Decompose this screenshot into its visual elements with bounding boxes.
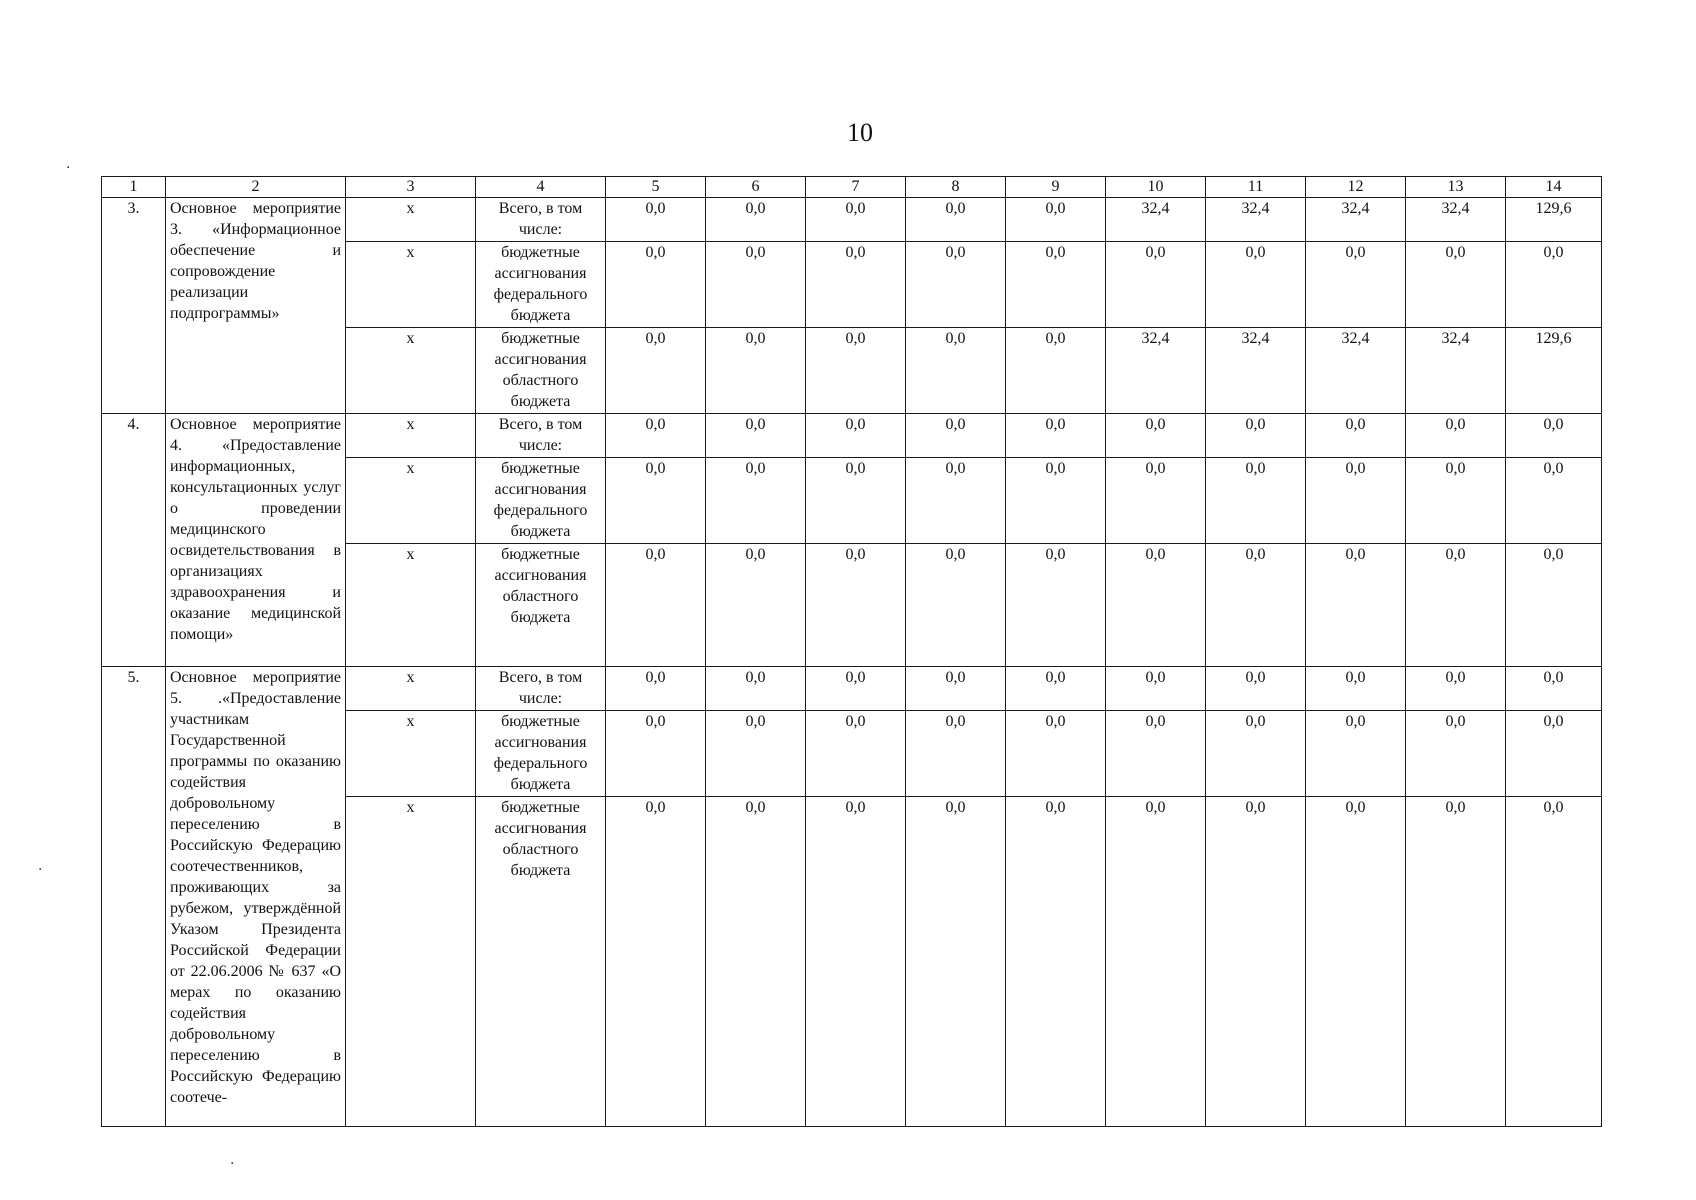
column-header: 3 xyxy=(346,177,476,198)
row-number: 5. xyxy=(102,667,166,1127)
value-cell: 32,4 xyxy=(1306,198,1406,242)
column-header: 13 xyxy=(1406,177,1506,198)
value-cell: 0,0 xyxy=(1506,544,1602,667)
column-3-cell: х xyxy=(346,328,476,414)
table-row xyxy=(102,667,1602,711)
value-cell: 0,0 xyxy=(906,797,1006,1127)
activity-name: Основное мероприятие 5. .«Предоставление участникам Государственной программы по оказанию содействия добровольному переселению в Российскую Федерацию соотечественников, проживающих за рубежом, утверждённой Указом Президента Российской Федерации от 22.06.2006 № 637 «О мерах по оказанию содействия добровольному переселению в Российскую Федерацию соотече- xyxy=(166,667,346,1127)
funding-source-label: Всего, в том числе: xyxy=(476,414,606,458)
value-cell: 0,0 xyxy=(606,242,706,328)
value-cell: 0,0 xyxy=(806,711,906,797)
column-3-cell: х xyxy=(346,544,476,667)
column-header: 4 xyxy=(476,177,606,198)
column-header: 6 xyxy=(706,177,806,198)
column-header: 10 xyxy=(1106,177,1206,198)
value-cell: 0,0 xyxy=(1106,667,1206,711)
value-cell: 32,4 xyxy=(1206,198,1306,242)
value-cell: 0,0 xyxy=(806,414,906,458)
value-cell: 0,0 xyxy=(906,242,1006,328)
value-cell: 0,0 xyxy=(1006,414,1106,458)
funding-source-label: Всего, в том числе: xyxy=(476,198,606,242)
value-cell: 0,0 xyxy=(806,198,906,242)
value-cell: 0,0 xyxy=(1306,414,1406,458)
value-cell: 0,0 xyxy=(1506,242,1602,328)
funding-source-label: бюджетные ассигнования областного бюджета xyxy=(476,544,606,667)
funding-source-label: бюджетные ассигнования областного бюджета xyxy=(476,328,606,414)
column-3-cell: х xyxy=(346,667,476,711)
column-3-cell: х xyxy=(346,198,476,242)
value-cell: 0,0 xyxy=(1506,414,1602,458)
value-cell: 0,0 xyxy=(606,198,706,242)
column-header: 5 xyxy=(606,177,706,198)
value-cell: 32,4 xyxy=(1206,328,1306,414)
row-number: 4. xyxy=(102,414,166,667)
value-cell: 0,0 xyxy=(1106,242,1206,328)
value-cell: 32,4 xyxy=(1406,198,1506,242)
value-cell: 0,0 xyxy=(1306,667,1406,711)
value-cell: 0,0 xyxy=(1506,458,1602,544)
value-cell: 32,4 xyxy=(1106,328,1206,414)
value-cell: 0,0 xyxy=(1106,458,1206,544)
value-cell: 0,0 xyxy=(1306,711,1406,797)
value-cell: 0,0 xyxy=(706,242,806,328)
value-cell: 0,0 xyxy=(806,242,906,328)
column-3-cell: х xyxy=(346,797,476,1127)
value-cell: 0,0 xyxy=(1506,711,1602,797)
value-cell: 0,0 xyxy=(1006,328,1106,414)
value-cell: 0,0 xyxy=(1106,711,1206,797)
value-cell: 0,0 xyxy=(1406,242,1506,328)
value-cell: 0,0 xyxy=(706,544,806,667)
value-cell: 129,6 xyxy=(1506,328,1602,414)
value-cell: 0,0 xyxy=(906,198,1006,242)
column-3-cell: х xyxy=(346,242,476,328)
column-header: 9 xyxy=(1006,177,1106,198)
value-cell: 0,0 xyxy=(1306,242,1406,328)
value-cell: 0,0 xyxy=(806,544,906,667)
value-cell: 0,0 xyxy=(706,328,806,414)
value-cell: 0,0 xyxy=(906,414,1006,458)
value-cell: 129,6 xyxy=(1506,198,1602,242)
value-cell: 0,0 xyxy=(806,458,906,544)
value-cell: 0,0 xyxy=(906,544,1006,667)
value-cell: 0,0 xyxy=(1206,414,1306,458)
column-header: 14 xyxy=(1506,177,1602,198)
value-cell: 0,0 xyxy=(706,711,806,797)
value-cell: 0,0 xyxy=(706,458,806,544)
value-cell: 0,0 xyxy=(906,328,1006,414)
value-cell: 0,0 xyxy=(1106,544,1206,667)
value-cell: 0,0 xyxy=(1306,544,1406,667)
table-body xyxy=(102,198,1602,1127)
value-cell: 0,0 xyxy=(1206,544,1306,667)
funding-source-label: Всего, в том числе: xyxy=(476,667,606,711)
funding-source-label: бюджетные ассигнования федерального бюджета xyxy=(476,458,606,544)
value-cell: 32,4 xyxy=(1406,328,1506,414)
value-cell: 32,4 xyxy=(1306,328,1406,414)
column-header: 11 xyxy=(1206,177,1306,198)
value-cell: 0,0 xyxy=(1206,242,1306,328)
column-number-row xyxy=(102,177,1602,198)
funding-source-label: бюджетные ассигнования областного бюджета xyxy=(476,797,606,1127)
table-row xyxy=(102,198,1602,242)
value-cell: 0,0 xyxy=(706,667,806,711)
column-3-cell: х xyxy=(346,414,476,458)
column-header: 1 xyxy=(102,177,166,198)
value-cell: 0,0 xyxy=(1406,458,1506,544)
value-cell: 0,0 xyxy=(806,667,906,711)
value-cell: 0,0 xyxy=(606,414,706,458)
value-cell: 0,0 xyxy=(606,458,706,544)
activity-name: Основное мероприятие 4. «Предоставление информационных, консультационных услуг о проведении медицинского освидетельствования в организациях здравоохранения и оказание медицинской помощи» xyxy=(166,414,346,667)
value-cell: 0,0 xyxy=(1006,797,1106,1127)
value-cell: 0,0 xyxy=(1006,242,1106,328)
value-cell: 0,0 xyxy=(1406,544,1506,667)
column-3-cell: х xyxy=(346,711,476,797)
program-budget-table xyxy=(101,176,1602,1127)
value-cell: 0,0 xyxy=(806,328,906,414)
value-cell: 0,0 xyxy=(1106,414,1206,458)
column-header: 8 xyxy=(906,177,1006,198)
value-cell: 0,0 xyxy=(1006,711,1106,797)
row-number: 3. xyxy=(102,198,166,414)
column-header: 12 xyxy=(1306,177,1406,198)
value-cell: 0,0 xyxy=(1406,667,1506,711)
scan-speck: · xyxy=(66,160,71,176)
value-cell: 0,0 xyxy=(1006,198,1106,242)
value-cell: 0,0 xyxy=(706,797,806,1127)
page-number: 10 xyxy=(847,118,873,147)
scan-speck: · xyxy=(230,1156,235,1172)
value-cell: 0,0 xyxy=(1206,797,1306,1127)
value-cell: 0,0 xyxy=(1206,711,1306,797)
value-cell: 0,0 xyxy=(1006,458,1106,544)
column-3-cell: х xyxy=(346,458,476,544)
activity-name: Основное мероприятие 3. «Информационное обеспечение и сопровождение реализации подпрограммы» xyxy=(166,198,346,414)
value-cell: 0,0 xyxy=(1206,458,1306,544)
value-cell: 0,0 xyxy=(1406,711,1506,797)
value-cell: 0,0 xyxy=(1006,667,1106,711)
value-cell: 0,0 xyxy=(606,797,706,1127)
value-cell: 0,0 xyxy=(606,544,706,667)
value-cell: 0,0 xyxy=(906,458,1006,544)
value-cell: 0,0 xyxy=(806,797,906,1127)
value-cell: 0,0 xyxy=(1306,458,1406,544)
value-cell: 0,0 xyxy=(1206,667,1306,711)
value-cell: 0,0 xyxy=(1506,797,1602,1127)
value-cell: 0,0 xyxy=(606,711,706,797)
value-cell: 0,0 xyxy=(1406,414,1506,458)
value-cell: 0,0 xyxy=(606,667,706,711)
value-cell: 0,0 xyxy=(706,198,806,242)
value-cell: 0,0 xyxy=(606,328,706,414)
value-cell: 0,0 xyxy=(1506,667,1602,711)
value-cell: 0,0 xyxy=(706,414,806,458)
column-header: 2 xyxy=(166,177,346,198)
value-cell: 0,0 xyxy=(906,667,1006,711)
value-cell: 0,0 xyxy=(1006,544,1106,667)
column-header: 7 xyxy=(806,177,906,198)
value-cell: 0,0 xyxy=(1306,797,1406,1127)
value-cell: 0,0 xyxy=(1406,797,1506,1127)
table-row xyxy=(102,414,1602,458)
funding-source-label: бюджетные ассигнования федерального бюджета xyxy=(476,242,606,328)
funding-source-label: бюджетные ассигнования федерального бюджета xyxy=(476,711,606,797)
value-cell: 0,0 xyxy=(906,711,1006,797)
scan-speck: · xyxy=(38,862,43,878)
value-cell: 32,4 xyxy=(1106,198,1206,242)
value-cell: 0,0 xyxy=(1106,797,1206,1127)
